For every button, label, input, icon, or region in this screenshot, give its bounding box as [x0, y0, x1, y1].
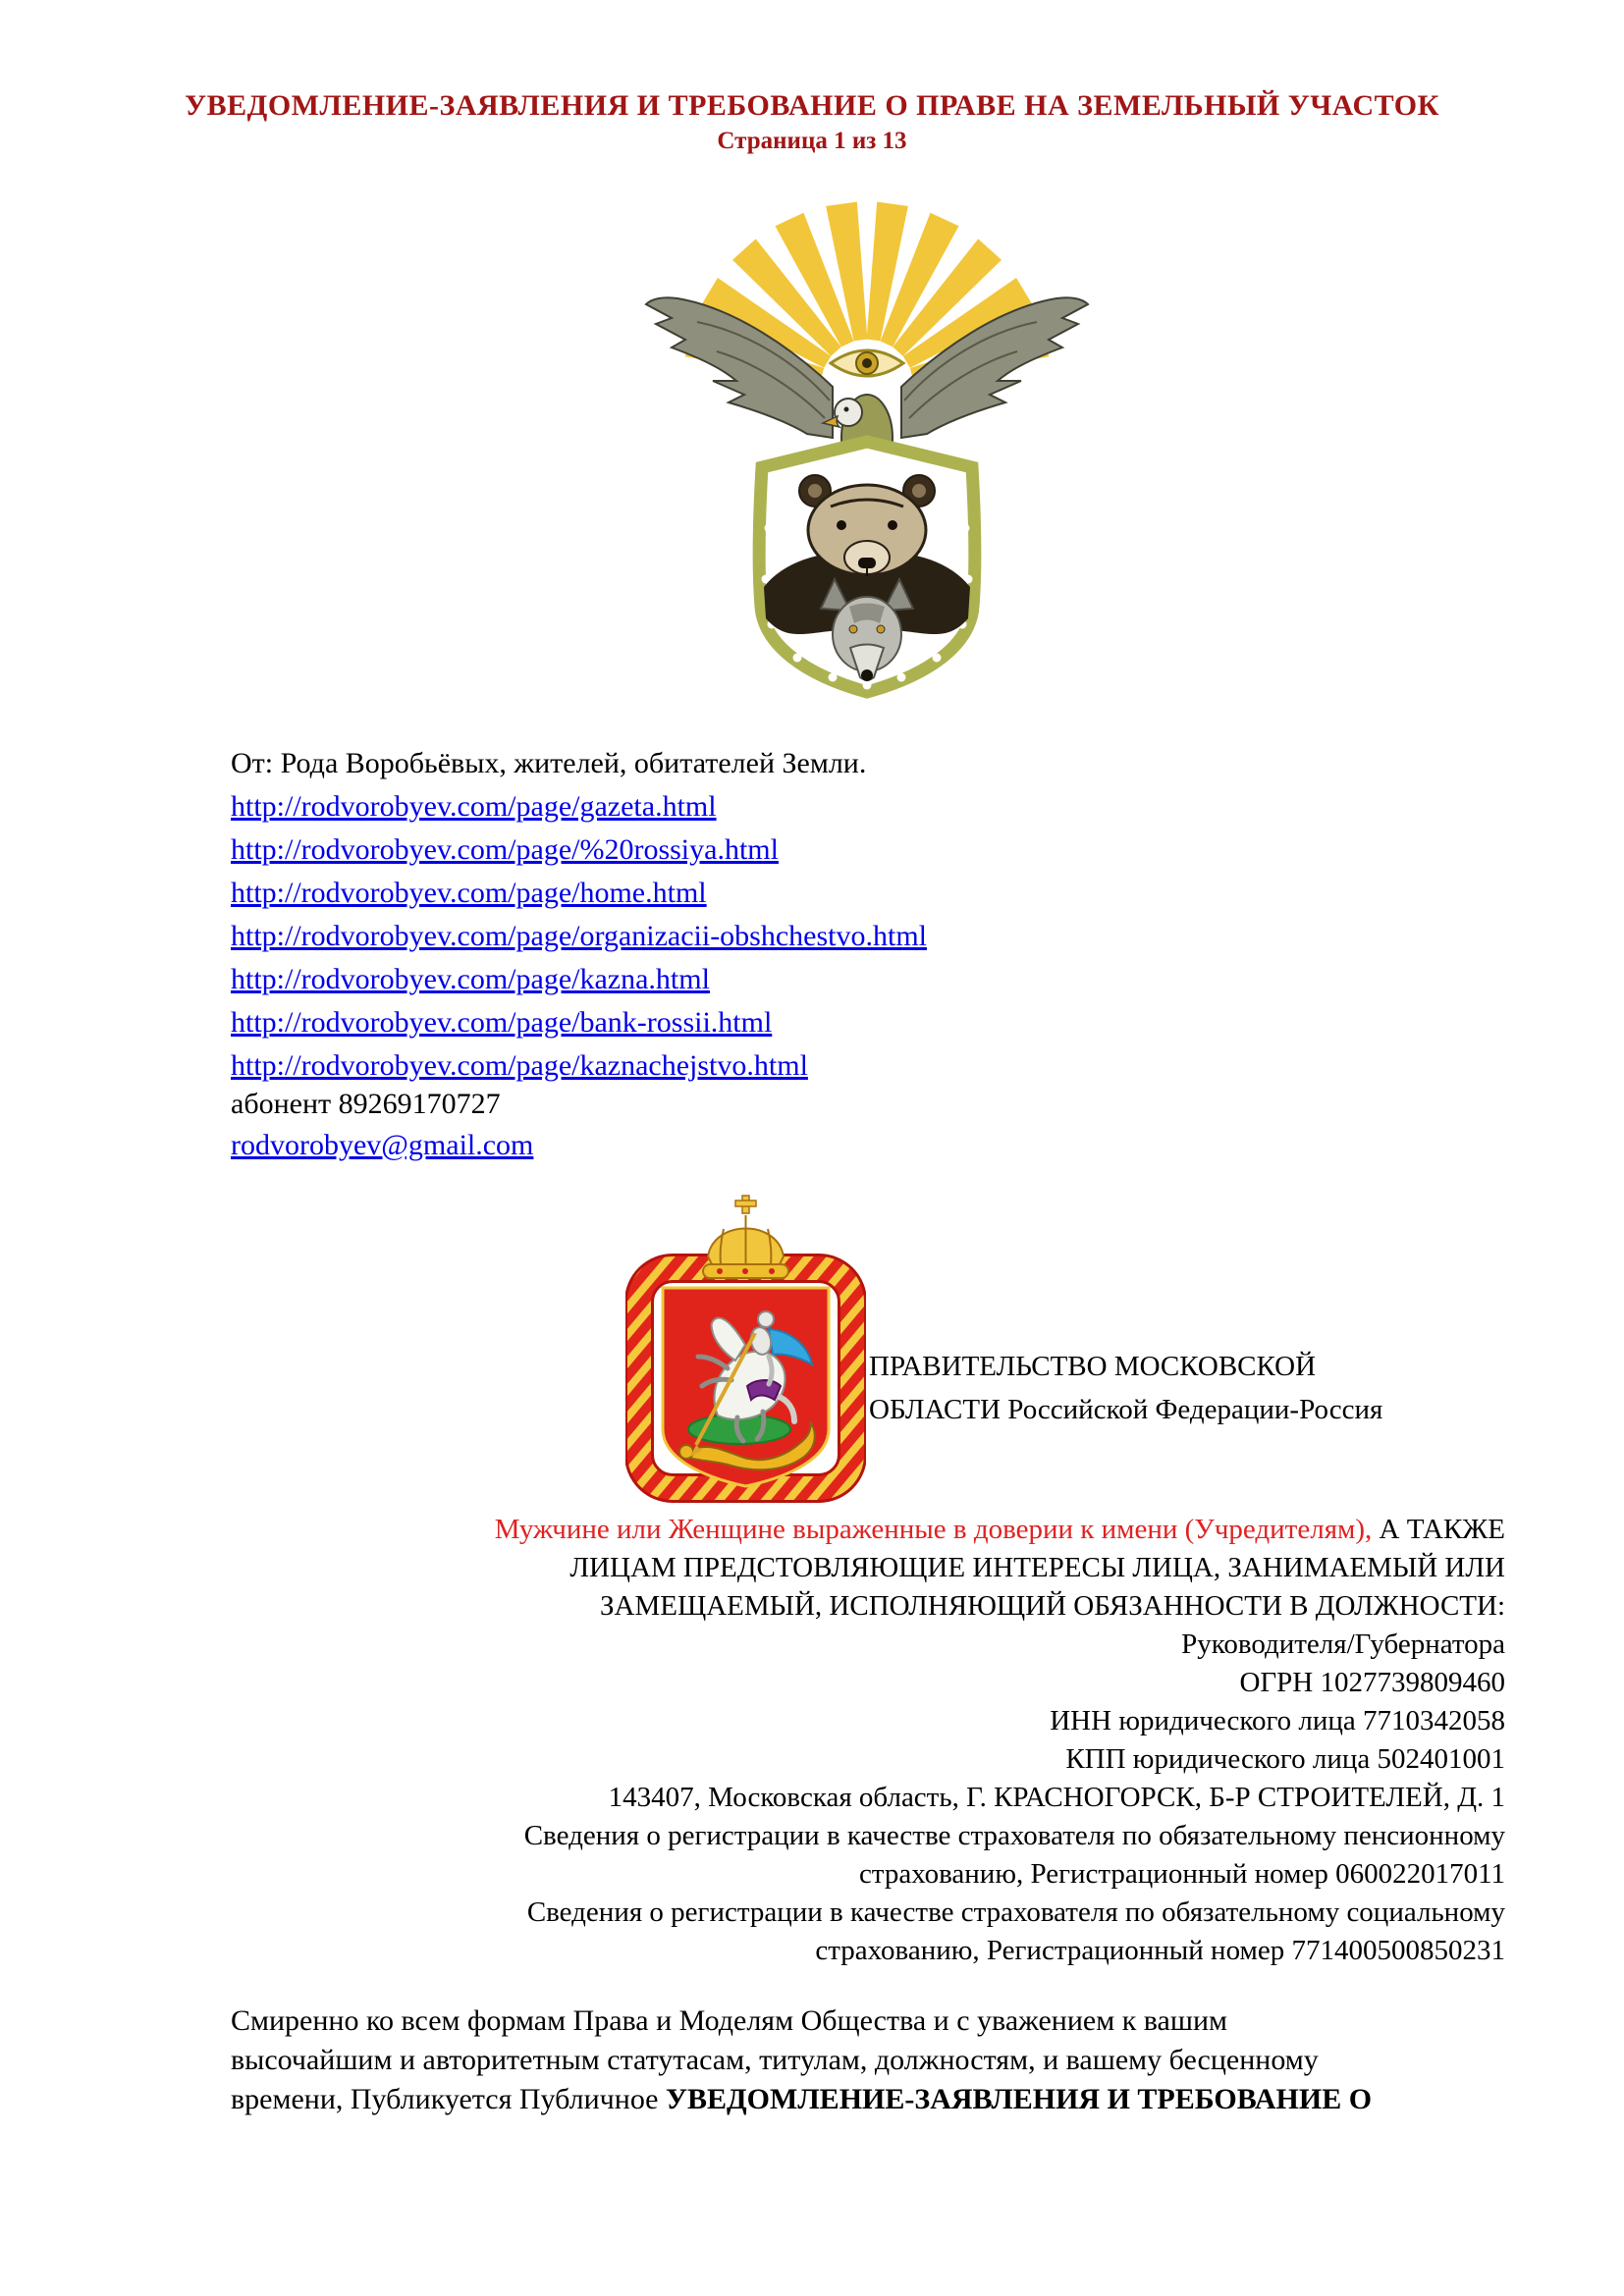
link-home[interactable]: http://rodvorobyev.com/page/home.html [231, 877, 707, 909]
closing-line1: Смиренно ко всем формам Права и Моделям Общества и с уважением к вашим [231, 2004, 1227, 2037]
notice-line-addressees [231, 1511, 1505, 1549]
notice-line: ОГРН 1027739809460 [1239, 1667, 1505, 1698]
link-rossiya[interactable]: http://rodvorobyev.com/page/%20rossiya.html [231, 833, 779, 866]
eye-icon [831, 350, 903, 376]
moscow-oblast-coat-of-arms-image [625, 1194, 866, 1503]
crown-icon [703, 1196, 788, 1278]
notice-line: ЗАМЕЩАЕМЫЙ, ИСПОЛНЯЮЩИЙ ОБЯЗАННОСТИ В ДОЛЖНОСТИ: [600, 1590, 1505, 1622]
closing-paragraph [231, 2002, 1509, 2119]
sender-block [231, 742, 927, 1088]
link-organizacii-obshchestvo[interactable]: http://rodvorobyev.com/page/organizacii-obshchestvo.html [231, 920, 927, 952]
page-indicator: Страница 1 из 13 [717, 128, 907, 154]
shield-icon [759, 442, 975, 692]
link-gazeta[interactable]: http://rodvorobyev.com/page/gazeta.html [231, 790, 717, 823]
link-kaznachejstvo[interactable]: http://rodvorobyev.com/page/kaznachejstvo.html [231, 1049, 808, 1082]
rod-vorobyev-family-crest-image [638, 194, 1100, 700]
government-line2: ОБЛАСТИ Российской Федерации-Россия [869, 1394, 1383, 1425]
government-line1: ПРАВИТЕЛЬСТВО МОСКОВСКОЙ [869, 1351, 1317, 1382]
from-line: От: Рода Воробьёвых, жителей, обитателей Земли. [231, 747, 867, 779]
notice-red-text: Мужчине или Женщине выраженные в доверии к имени (Учредителям), [494, 1514, 1373, 1545]
link-bank-rossii[interactable]: http://rodvorobyev.com/page/bank-rossii.html [231, 1006, 773, 1039]
notice-line: 143407, Московская область, Г. КРАСНОГОРСК, Б-Р СТРОИТЕЛЕЙ, Д. 1 [608, 1782, 1505, 1813]
closing-line3-regular: времени, Публикуется Публичное [231, 2083, 666, 2115]
notice-line: ИНН юридического лица 7710342058 [1050, 1705, 1505, 1736]
link-kazna[interactable]: http://rodvorobyev.com/page/kazna.html [231, 963, 710, 995]
document-header [0, 88, 1624, 156]
notice-line: страхованию, Регистрационный номер 060022017011 [858, 1858, 1505, 1890]
notice-line: страхованию, Регистрационный номер 771400500850231 [815, 1935, 1505, 1966]
closing-line2: высочайшим и авторитетным статутасам, титулам, должностям, и вашему бесценному [231, 2044, 1319, 2076]
notice-line: Сведения о регистрации в качестве страхователя по обязательному социальному [526, 1896, 1505, 1928]
notice-line: ЛИЦАМ ПРЕДСТОВЛЯЮЩИЕ ИНТЕРЕСЫ ЛИЦА, ЗАНИМАЕМЫЙ ИЛИ [569, 1552, 1505, 1583]
page-title: УВЕДОМЛЕНИЕ-ЗАЯВЛЕНИЯ И ТРЕБОВАНИЕ О ПРАВЕ НА ЗЕМЕЛЬНЫЙ УЧАСТОК [185, 89, 1439, 122]
closing-line3 [231, 2080, 1509, 2119]
closing-line3-bold: УВЕДОМЛЕНИЕ-ЗАЯВЛЕНИЯ И ТРЕБОВАНИЕ О [666, 2083, 1373, 2115]
subscriber-line: абонент 89269170727 [231, 1088, 501, 1120]
notice-black-text: А ТАКЖЕ [1372, 1514, 1505, 1545]
notice-line: Сведения о регистрации в качестве страхователя по обязательному пенсионному [523, 1820, 1505, 1851]
notice-line: КПП юридического лица 502401001 [1065, 1743, 1505, 1775]
notice-line: Руководителя/Губернатора [1181, 1629, 1505, 1660]
government-heading [869, 1345, 1382, 1431]
email-link[interactable]: rodvorobyev@gmail.com [231, 1129, 534, 1161]
contact-block [231, 1084, 533, 1166]
recipient-notice [231, 1511, 1505, 1970]
